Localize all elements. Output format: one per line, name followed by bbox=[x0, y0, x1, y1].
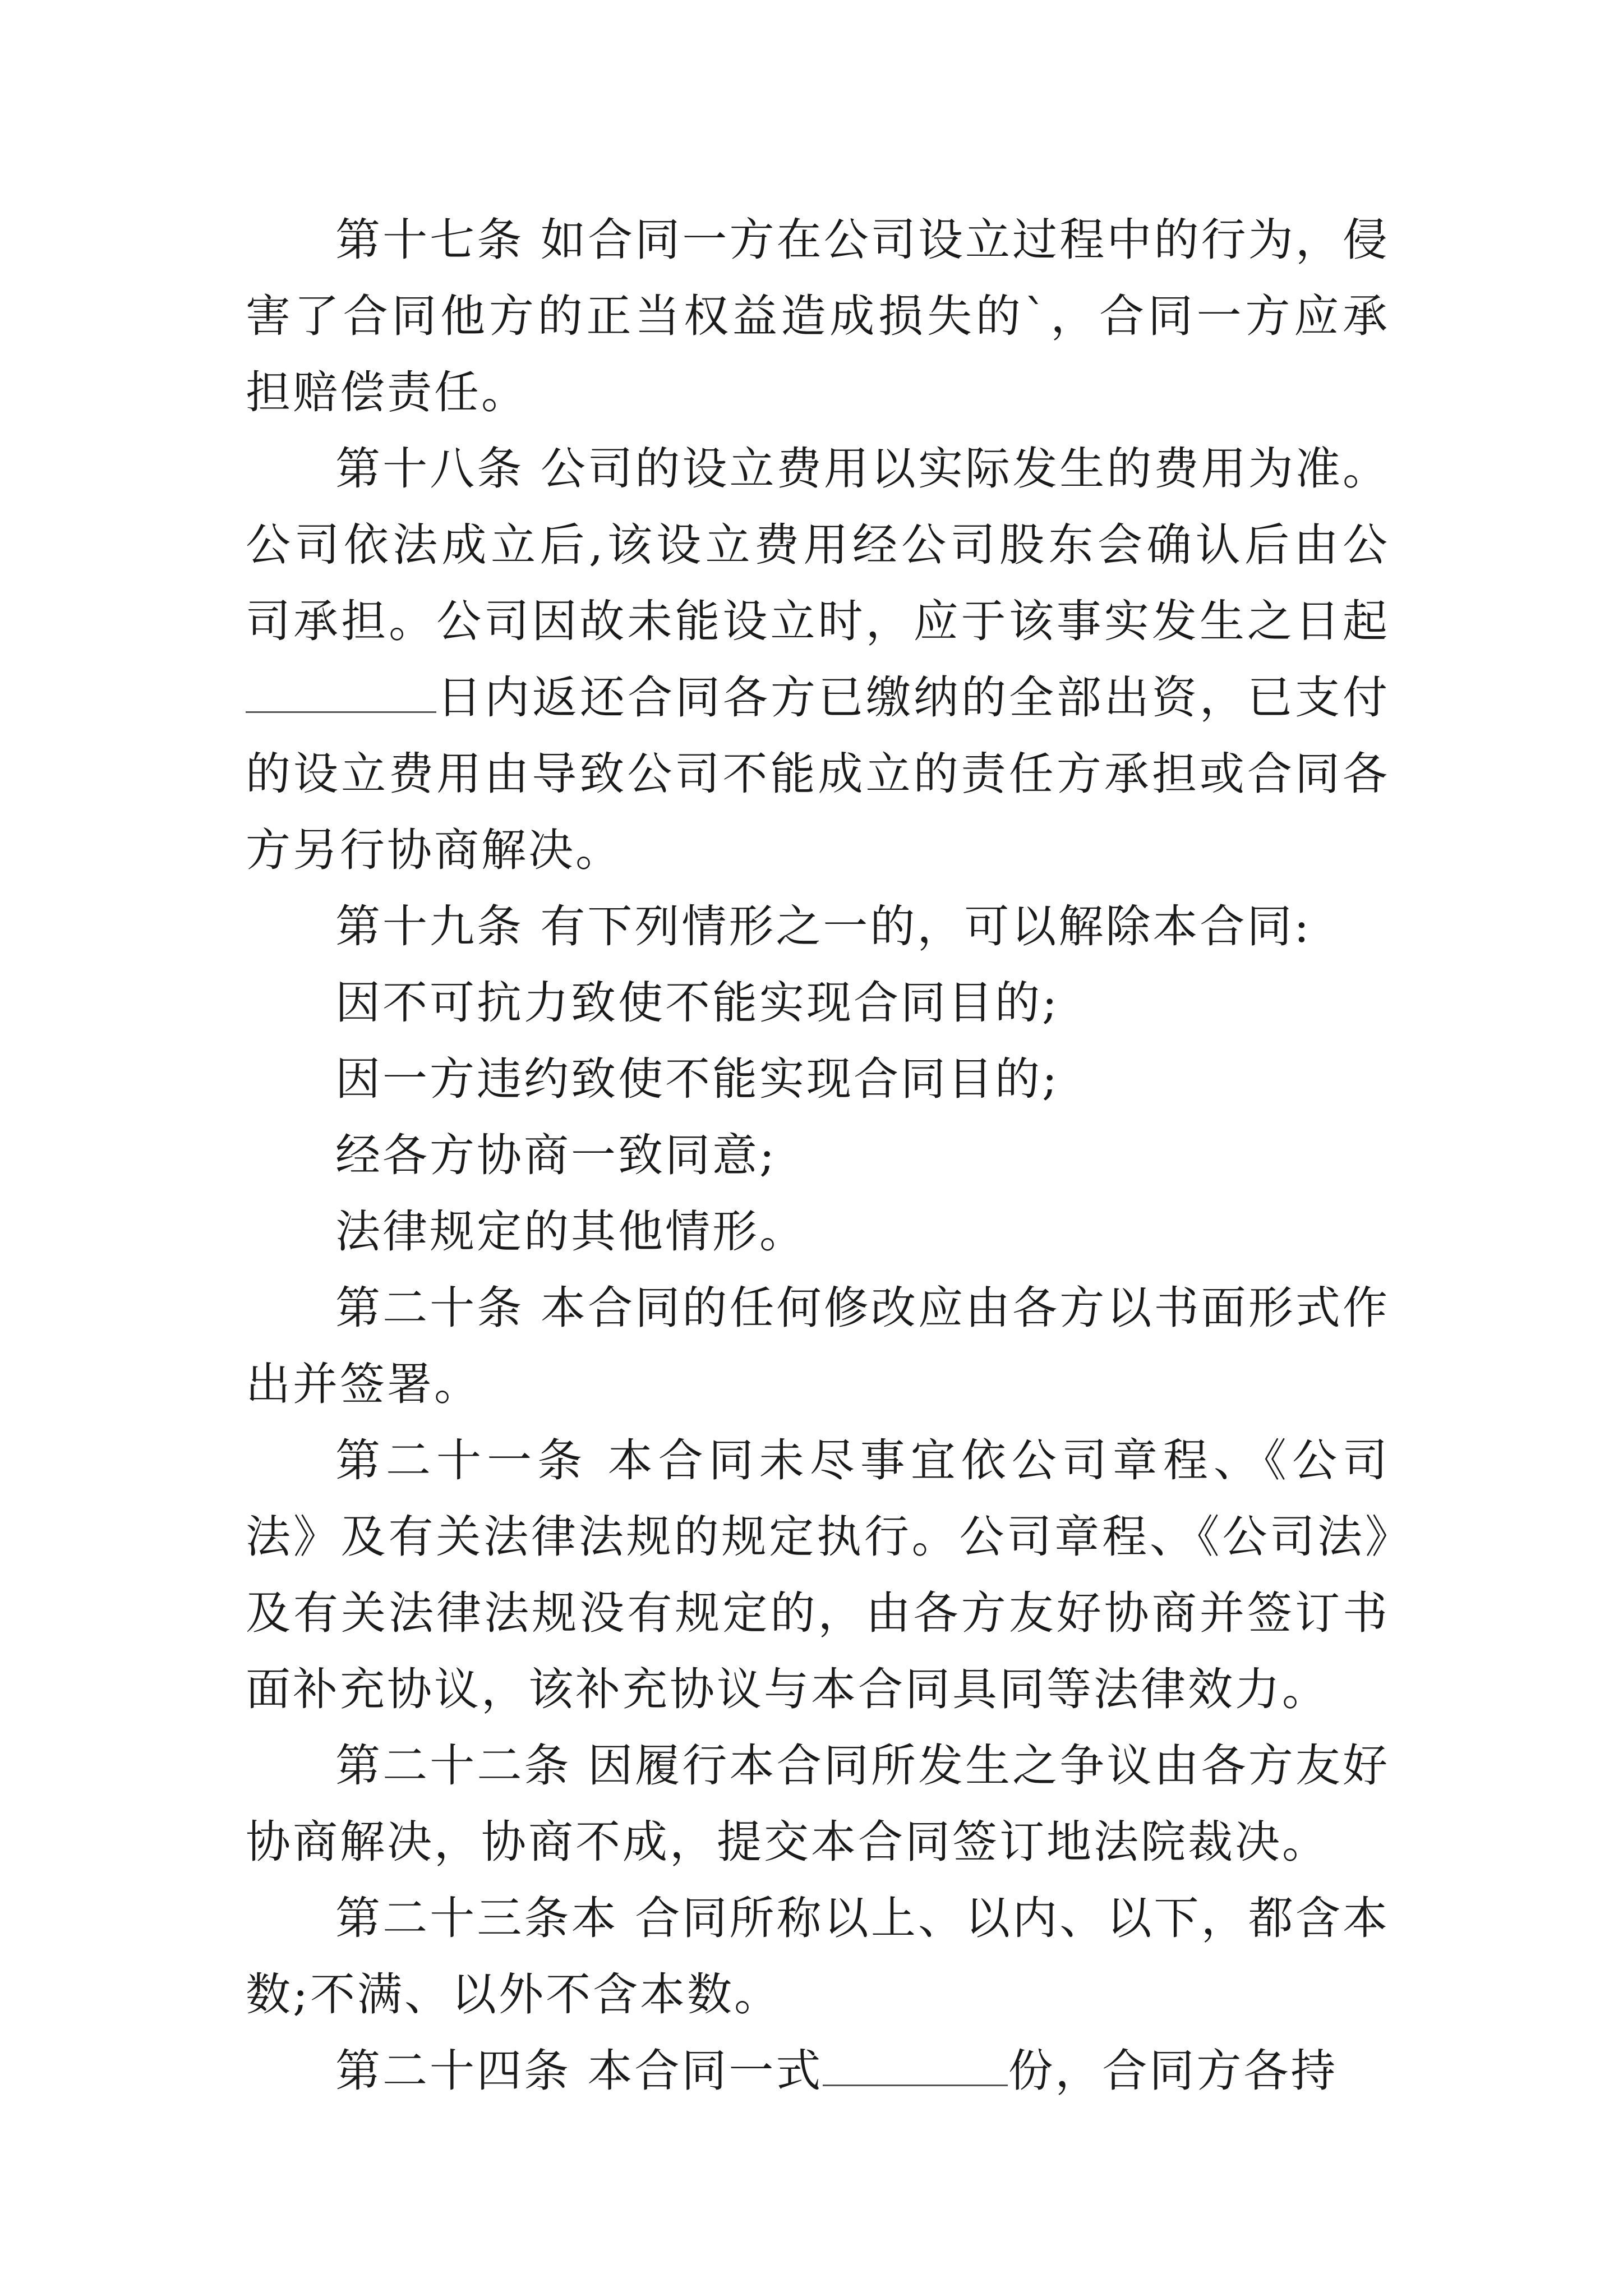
article-23: 第二十三条本 合同所称以上、以内、以下，都含本数;不满、以外不含本数。 bbox=[246, 1892, 1390, 2021]
article-19-item-1: 因不可抗力致使不能实现合同目的; bbox=[335, 977, 1059, 1029]
article-19-item-3: 经各方协商一致同意; bbox=[335, 1129, 777, 1181]
article-18-part-1: 第十八条 公司的设立费用以实际发生的费用为准。公司依法成立后,该设立费用经公司股东会确认后由公司承担。公司因故未能设立时，应于该事实发生之日起 bbox=[246, 443, 1390, 647]
article-19-item-4: 法律规定的其他情形。 bbox=[335, 1205, 806, 1258]
article-17: 第十七条 如合同一方在公司设立过程中的行为，侵害了合同他方的正当权益造成损失的`，合同一方应承担赔偿责任。 bbox=[246, 214, 1390, 418]
article-18-part-2: 日内返还合同各方已缴纳的全部出资，已支付的设立费用由导致公司不能成立的责任方承担或合同各方另行协商解决。 bbox=[246, 671, 1390, 876]
article-20: 第二十条 本合同的任何修改应由各方以书面形式作出并签署。 bbox=[246, 1282, 1390, 1410]
article-24 bbox=[246, 2033, 1390, 2109]
fill-in-days-blank bbox=[246, 666, 436, 713]
article-24-part-2: 份，合同方各持 bbox=[1008, 2045, 1338, 2097]
document-body bbox=[246, 202, 1390, 2109]
article-19-item-2: 因一方违约致使不能实现合同目的; bbox=[335, 1053, 1059, 1105]
fill-in-copies-blank bbox=[823, 2040, 1008, 2086]
article-21: 第二十一条 本合同未尽事宜依公司章程、《公司法》及有关法律法规的规定执行。公司章程、《公司法》及有关法律法规没有规定的，由各方友好协商并签订书面补充协议，该补充协议与本合同具同等法律效力。 bbox=[246, 1434, 1390, 1715]
article-18 bbox=[246, 431, 1390, 889]
article-19: 第十九条 有下列情形之一的，可以解除本合同: bbox=[335, 900, 1312, 953]
article-24-part-1: 第二十四条 本合同一式 bbox=[335, 2045, 823, 2097]
article-22: 第二十二条 因履行本合同所发生之争议由各方友好协商解决，协商不成，提交本合同签订地法院裁决。 bbox=[246, 1740, 1390, 1868]
